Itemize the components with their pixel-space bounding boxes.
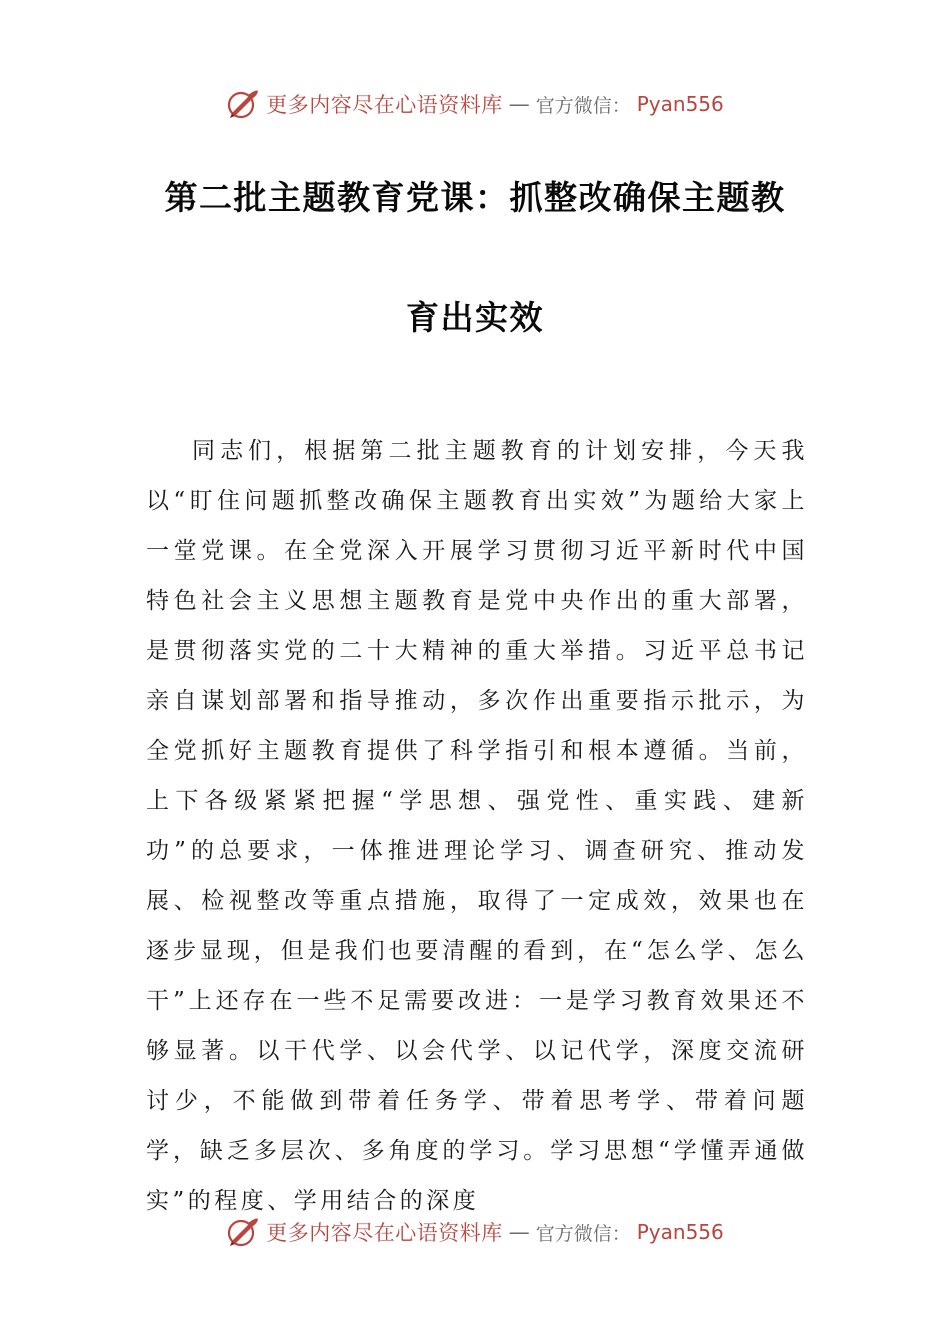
body-paragraph: 同志们，根据第二批主题教育的计划安排，今天我以“盯住问题抓整改确保主题教育出实效”为题给大家上一堂党课。在全党深入开展学习贯彻习近平新时代中国特色社会主义思想主题教育是党中央作出的重大部署，是贯彻落实党的二十大精神的重大举措。习近平总书记亲自谋划部署和指导推动，多次作出重要指示批示，为全党抓好主题教育提供了科学指引和根本遵循。当前，上下各级紧紧把握“学思想、强党性、重实践、建新功”的总要求，一体推进理论学习、调查研究、推动发展、检视整改等重点措施，取得了一定成效，效果也在逐步显现，但是我们也要清醒的看到，在“怎么学、怎么干”上还存在一些不足需要改进：一是学习教育效果还不够显著。以干代学、以会代学、以记代学，深度交流研讨少，不能做到带着任务学、带着思考学、带着问题学，缺乏多层次、多角度的学习。学习思想“学懂弄通做实”的程度、学用结合的深度 <box>146 438 808 1214</box>
banner-wechat-id: Pyan556 <box>636 92 724 116</box>
footer-watermark-banner <box>0 1210 950 1254</box>
banner-dash: — <box>508 92 530 116</box>
banner-wechat-label: 官方微信： <box>535 94 631 117</box>
header-watermark-banner <box>0 82 950 126</box>
document-title-line-1: 第二批主题教育党课：抓整改确保主题教 <box>164 178 786 217</box>
banner-wechat-label: 官方微信： <box>535 1222 631 1245</box>
quill-pen-logo-icon <box>226 87 260 121</box>
banner-dash: — <box>508 1220 530 1244</box>
banner-wechat-id: Pyan556 <box>636 1220 724 1244</box>
document-title-line-2: 育出实效 <box>406 298 544 337</box>
quill-pen-logo-icon <box>226 1215 260 1249</box>
banner-brand-text: 更多内容尽在心语资料库 <box>266 1221 503 1245</box>
banner-brand-text: 更多内容尽在心语资料库 <box>266 93 503 117</box>
